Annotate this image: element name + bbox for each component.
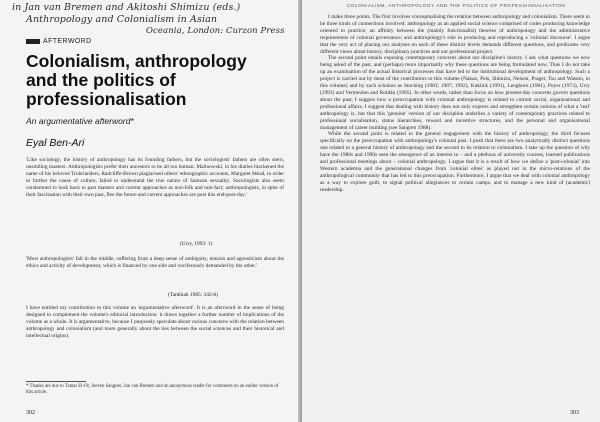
chapter-title: Colonialism, anthropology and the politics of professionalisation [26, 51, 247, 109]
page-number-left: 302 [26, 410, 35, 416]
chapter-subtitle: An argumentative afterword* [26, 116, 134, 126]
page-number-right: 303 [570, 410, 579, 416]
right-page-text [320, 14, 590, 194]
running-head: COLONIALISM, ANTHROPOLOGY AND THE POLITICS OF PROFESSIONALISATION [346, 4, 566, 9]
epigraph-quote-1: 'Like sociology, the history of anthropology has its founding fathers, but the sociologists' fathers are often stern, unsmiling masters. Anthropologists prefer their ancestors to be all too human: Malinowski, in his diaries blackened the name of his beloved Trobrianders, Radcliffe-Brown plagiarised others' ethnographic accounts, Margaret Mead, in order to further the cause of culture, failed to understand the true nature of Samoan sexuality. Sociologists also seem condemned to look back to past masters and current approaches as non-folk and non-fact; anthropologists, in spite of their fascination with their own past, flee the future and current approaches are post this end-post-day.' [26, 157, 284, 198]
epigraph-quote-2: 'Most anthropologists' fall in the middle, suffering from a deep sense of ambiguity, tension and agnosticism about the ethics and activity of development, which is financed by one side and vociferously demanded by the other.' [26, 256, 284, 269]
handwritten-citation-line-3: Oceania, London: Curzon Press [146, 26, 285, 36]
body-paragraph-left: I have entitled my contribution to this volume an 'argumentative afterword'. It is an afterword in the sense of being designed to complement the volume's editorial introduction: it draws together a further number of implications of the volume as a whole. It is argumentative, because I purposely speculate about various concerns with the relation between anthropology and colonialism (and more generally about the ties between the social sciences and their historical and intellectual origins). [26, 305, 284, 339]
section-marker-icon [26, 39, 40, 44]
handwritten-citation-line-2: Anthropology and Colonialism in Asian [26, 14, 218, 25]
epigraph-source-1: (Urry, 1993: 1) [180, 241, 213, 247]
section-label [26, 38, 92, 45]
body-paragraph-1: I make three points. The first involves conceptualising the relation between anthropology and colonialism. There seem to be three kinds of connections involved: anthropology as an applied social science comprised of codes producing knowledge oriented to practice; an affinity between the (mainly functionalist) theories of anthropology and the administrative requirements of colonial governance; and anthropology's role in producing and reproducing a 'colonial discourse'. I argue that the very act of placing our analyses on each of these distinct levels demands different questions, and predicates very different views about history, disciplinary practices and our professional project. [320, 14, 590, 55]
body-paragraph-3: While the second point is related to the general engagement with the history of anthropology, the third focuses specifically on the preoccupation with anthropology's colonial past. I posit that there are two analytically distinct questions one related to a general history of anthropology and the second to its relation to colonialism. I take up the question of why have the 1980s and 1990s seen the emergence of an interest in – and a plethora of university courses, learned publications and professional meetings about – colonial anthropology. I argue that it is a result of how we define a 'post-colonial' into Western academia and the generational changes from 'colonial elites' as played out in the micro-relations of the anthropological community that has led to this preoccupation. Furthermore, I argue that we deal with colonial anthropology as a way to explore guilt, to signal political allegiances to certain camps, and to manage a new kind of (academic) readership. [320, 131, 590, 193]
chapter-author: Eyal Ben-Ari [26, 137, 85, 149]
epigraph-source-2: (Tambiah 1985: 342-8) [168, 292, 218, 298]
handwritten-citation-line-1: in Jan van Bremen and Akitoshi Shimizu (eds.) [12, 2, 241, 13]
body-paragraph-2: The second point entails exposing contemporary concerns about our discipline's history. I ask what questions we now being asked of the past, and (perhaps) more importantly why these questions are being formulated now. Thus I do not take up an examination of the actual historical processes that have led to the institutional development of anthropology. Such a project is carried out by most of the contributors to this volume (Nakao, Pels, Shimizu, Nelson, Prager, Tsu and Watson, in this volume) and by such scholars as Stocking (1983; 1987; 1992), Kuklick (1991), Lenghorn (1981), Poyer (1973), Urry (1993) and Vermeulen and Roldán (1995). In other words, rather than focus on how present-day concerns govern questions about the past, I suggest how a preoccupation with colonial anthropology is related to current social, organisational and professional affairs. I suggest that dealing with history does not only express and strengthen certain notions of what a 'real' anthropology is, but that this 'genuine' version of our discipline underlies a variety of contemporary practices related to professional socialisation, status hierarchies, reward and incentive structures, and the personal and organisational management of career building (see Sangren 1988). [320, 55, 590, 131]
right-page [302, 0, 600, 422]
footnote-divider [26, 381, 86, 382]
section-label-text: AFTERWORD [43, 38, 92, 45]
footnote: * Thanks are due to Tamar El-Or, Steven Sangren, Jan van Bremen and an anonymous reader for comments on an earlier version of this article. [26, 384, 279, 395]
